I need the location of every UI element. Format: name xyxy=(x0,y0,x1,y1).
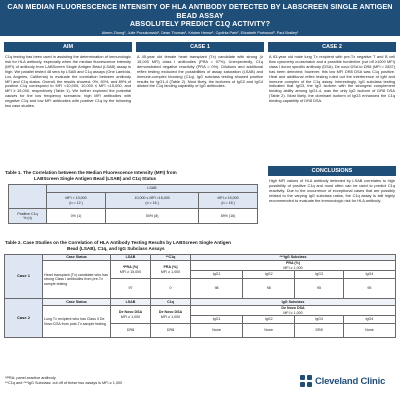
table2-case1-c1q-header: **C1q xyxy=(151,255,191,261)
footnote-cutoff: **C1q and ***IgG Subclass: cut off of these two assays is MFI ≥ 1,000 xyxy=(5,380,123,385)
table1-col-header: MFI ≥ 15,000 (n = 18 ) xyxy=(199,193,258,209)
poster-title-line2: ABSOLUTELY PREDICT C1Q ACTIVITY? xyxy=(129,19,271,28)
table2-case1-lsab-subheader: *PRA (%) MFI ≥ 15,000 xyxy=(111,261,151,279)
table2-case1-label: Case 1 xyxy=(5,255,43,299)
table2-case1-subclass: IgG4 xyxy=(343,271,395,279)
cleveland-clinic-logo-icon xyxy=(300,375,312,387)
table2-case2-igg-header: IgG Subclass xyxy=(191,299,396,306)
table2-case2-igg-value: None xyxy=(191,324,243,338)
table2-case1-igg-subheader: PRA (%) MFI ≥ 1,000 xyxy=(191,261,396,271)
footnote-pra: *PRA: panel-reactive antibody xyxy=(5,376,56,380)
table2-case2-status-header: Case Status xyxy=(43,299,111,306)
table1-cell: 0% (1) xyxy=(47,209,106,224)
table1-lsab-header: LSAB xyxy=(47,185,258,193)
table2-title xyxy=(5,240,397,251)
table1-title-line2: LABScreen Single Antigen Bead (LSAB) and C1q Status xyxy=(34,175,157,181)
table1-col-header: 10,000 ≤ MFI <15,000 (n = 16 ) xyxy=(106,193,199,209)
table2-case1-description: Heart transplant (Tx) candidate who has strong Class I antibodies from pre-Tx sample testing xyxy=(43,261,111,299)
poster-header xyxy=(0,0,400,40)
table2-case1-igg-value: 95 xyxy=(295,279,344,299)
table1-cell: 89% (16) xyxy=(199,209,258,224)
table2-case2-lsab-subheader: De Novo DSA MFI ≥ 1,000 xyxy=(111,306,151,324)
table2-case1-subclass: IgG2 xyxy=(243,271,295,279)
table2-case1-lsab-value: 97 xyxy=(111,279,151,299)
case2-heading: CASE 2 xyxy=(268,42,396,52)
table1-title xyxy=(5,170,263,181)
table2-case1-subclass: IgG1 xyxy=(191,271,243,279)
table2-case2-label: Case 2 xyxy=(5,299,43,338)
table2-case2-subclass: IgG4 xyxy=(343,316,395,324)
table2-case2-subclass: IgG1 xyxy=(191,316,243,324)
table1-title-line1: Table 1. The Correlation between the Median Fluorescence Intensity (MFI) from xyxy=(5,170,177,175)
conclusions-heading: CONCLUSIONS xyxy=(268,166,396,176)
footnotes xyxy=(5,376,285,385)
table2-case1-c1q-subheader: PRA (%) MFI ≥ 1,000 xyxy=(151,261,191,279)
aim-heading: AIM xyxy=(4,42,132,52)
table2-title-line2: Bead (LSAB), C1q, and IgG Subclass Assays xyxy=(67,245,165,251)
poster-title-line1: CAN MEDIAN FLUORESCENCE INTENSITY OF HLA ANTIBODY DETECTED BY LABSCREEN SINGLE ANTIGEN BEAD ASSAY xyxy=(7,2,393,20)
table2-case2-c1q-header: C1q xyxy=(151,299,191,306)
table2-case1-lsab-header: LSAB xyxy=(111,255,151,261)
table2-case1-igg-value: 95 xyxy=(343,279,395,299)
conclusions-body: High MFI values of HLA antibody detected by LSAB correlates to high possibility of positive C1q and most often can be used to predict C1q reactivity. Due to the occurrence of exceptional cases that are possibly related to the varying IgG subclass ratios, the C1q assay is still highly recommended to evaluate the immunologic risk for HLA antibody. xyxy=(269,178,395,203)
table2-case2-c1q-value: DR8 xyxy=(151,324,191,338)
table1-cell: 50% (8) xyxy=(106,209,199,224)
aim-body: C1q testing has been used in assisting the determination of immunologic risk for HLA antibody, especially when the median fluorescence intensity (MFI) of antibody from LABScreen Single Antigen Bead (LSAB) assay is high. We parallel tested 48 sera by LSAB and C1q assays (One Lambda, Los Angeles, California) to evaluate the correlation between antibody MFI and C1q status. Overall, the results showed: 0%, 50%, and 89% of positive C1q correspond to MFI <10,000, 10,000 ≤ MFI <15,000, and MFI ≥ 15,000, respectively (Table 1). We further explored the potential causes for the low frequency scenarios: high MFI antibodies with negative C1q and low MFI antibodies with positive C1q by the following two case studies. xyxy=(5,54,131,109)
table2-case2-c1q-subheader: De Novo DSA MFI ≥ 1,000 xyxy=(151,306,191,324)
table2-case1-c1q-value: 0 xyxy=(151,279,191,299)
table2-case2-subclass: IgG3 xyxy=(295,316,344,324)
table2-case2-lsab-header: LSAB xyxy=(111,299,151,306)
table2-case1-igg-header: ***IgG Subclass xyxy=(191,255,396,261)
table1 xyxy=(8,184,258,224)
poster-authors: Aleem Zhong¹, Julie Purzakowski¹, Dean Thomas¹, Kristen Hense¹, Cynthia Park², Elizabeth Portwood³, Paul Brailey¹ xyxy=(101,30,299,35)
table2-case1-igg-value: 98 xyxy=(243,279,295,299)
table2-case2-igg-value: None xyxy=(243,324,295,338)
case1-heading: CASE 1 xyxy=(136,42,264,52)
case1-body: A 45-year old female heart transplant (Tx) candidate with strong (≥ 15,000 MFI) class I antibodies (PRA = 97%). Unexpectedly, C1q demonstrated negative reactivity (PRA = 0%). Dilutions and additional reflex testing excluded the possibilities of assay saturation (LSAB) and immune-complex blocking (C1q). IgG subclass testing showed positive results for IgG1-4 (Table 2). Most likely, the isoforms of IgG2 and IgG4 diluted the C1q binding capability of IgG antibodies. xyxy=(137,54,263,89)
case2-body: A 63-year old male lung Tx recipient with pre-Tx negative T and B cell flow cytometry crossmatch and a possible borderline (cut off ≥1000 MFI) class I donor specific antibody (DSA). De novo DSA to DR8 (MFI = 2837) has been detected; however, this low MFI DR8 DSA was C1q positive. Heat and additional reflex testing ruled out the interference of IgM and immune complex of the C1q assay. Interestingly, IgG subclass testing indicated that IgG3, the IgG isoform with the strongest complement binding ability among IgG1-4, was the only IgG isoform of DR8 DSA (Table 2). Most likely, the dominant isoform of IgG3 enhanced the C1q binding capability of DR8 DSA. xyxy=(269,54,395,104)
cleveland-clinic-logo xyxy=(300,375,385,387)
table2-case2-subclass: IgG2 xyxy=(243,316,295,324)
table2-case1-igg-value: 98 xyxy=(191,279,243,299)
table2 xyxy=(4,254,396,338)
table2-case2-igg-subheader: De Novo DSA MFI ≥ 1,000 xyxy=(191,306,396,316)
table2-case1-status-header: Case Status xyxy=(43,255,111,261)
table2-case2-description: Lung Tx recipient who has Class II De Novo DSA from post-Tx sample testing xyxy=(43,306,111,338)
table1-row-label: Positive C1q % (n) xyxy=(9,209,47,224)
table2-case1-subclass: IgG3 xyxy=(295,271,344,279)
table2-case2-igg-value: None xyxy=(343,324,395,338)
poster-affiliations: Allogen Laboratories, Cleveland Clinic, Cleveland, OH, United States; Hoxworth Blood Center, University of Cincinnati, Cincinnati, OH, United States xyxy=(88,35,312,40)
cleveland-clinic-logo-text: Cleveland Clinic xyxy=(315,375,386,387)
table2-case2-igg-value: DR8 xyxy=(295,324,344,338)
table2-title-line1: Table 2. Case Studies on the Correlation of HLA Antibody Testing Results by LABScreen Single Antigen xyxy=(5,240,231,245)
table1-col-header: MFI < 10,000 (n = 12 ) xyxy=(47,193,106,209)
table2-case2-lsab-value: DR8 xyxy=(111,324,151,338)
